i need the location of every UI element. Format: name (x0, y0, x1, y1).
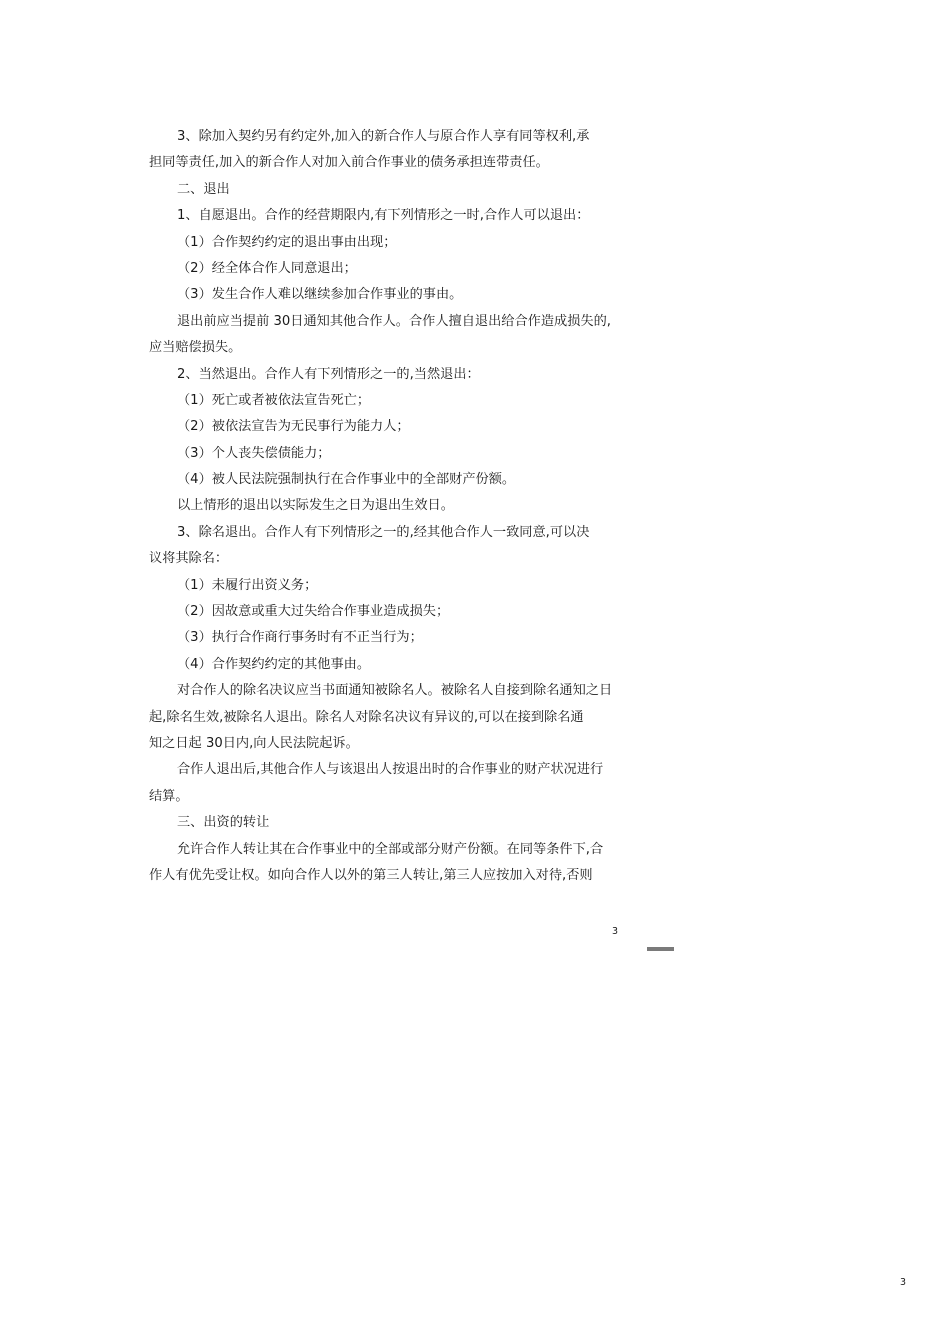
paragraph-line: 作人有优先受让权。如向合作人以外的第三人转让,第三人应按加入对待,否则 (149, 867, 593, 883)
page-number-footer: 3 (900, 1277, 907, 1288)
list-item: （2）被依法宣告为无民事行为能力人； (177, 419, 410, 435)
paragraph-line: 2、当然退出。合作人有下列情形之一的,当然退出： (177, 366, 480, 382)
paragraph-line: 担同等责任,加入的新合作人对加入前合作事业的债务承担连带责任。 (149, 155, 549, 171)
paragraph-line: 结算。 (149, 788, 189, 804)
list-item: （1）死亡或者被依法宣告死亡； (177, 392, 371, 408)
paragraph-line: 允许合作人转让其在合作事业中的全部或部分财产份额。在同等条件下,合 (177, 841, 604, 857)
list-item: （4）合作契约约定的其他事由。 (177, 656, 371, 672)
list-item: （1）合作契约约定的退出事由出现； (177, 234, 397, 250)
paragraph-line: 起,除名生效,被除名人退出。除名人对除名决议有异议的,可以在接到除名通 (149, 709, 584, 725)
list-item: （3）执行合作商行事务时有不正当行为； (177, 630, 423, 646)
paragraph-line: 应当赔偿损失。 (149, 340, 242, 356)
paragraph-line: 议将其除名： (149, 551, 229, 567)
paragraph-line: 1、自愿退出。合作的经营期限内,有下列情形之一时,合作人可以退出： (177, 208, 590, 224)
paragraph-line: 对合作人的除名决议应当书面通知被除名人。被除名人自接到除名通知之日 (177, 683, 613, 699)
section-heading: 二、退出 (177, 181, 230, 197)
paragraph-line: 知之日起 30日内,向人民法院起诉。 (149, 735, 359, 751)
page-number: 3 (612, 926, 619, 937)
paragraph-line: 以上情形的退出以实际发生之日为退出生效日。 (177, 498, 454, 514)
list-item: （4）被人民法院强制执行在合作事业中的全部财产份额。 (177, 472, 516, 488)
section-heading: 三、出资的转让 (177, 815, 270, 831)
page-divider-bar (647, 947, 674, 951)
list-item: （3）发生合作人难以继续参加合作事业的事由。 (177, 287, 463, 303)
paragraph-line: 3、除名退出。合作人有下列情形之一的,经其他合作人一致同意,可以决 (177, 524, 590, 540)
list-item: （3）个人丧失偿债能力； (177, 445, 331, 461)
list-item: （1）未履行出资义务； (177, 577, 318, 593)
paragraph-line: 3、除加入契约另有约定外,加入的新合作人与原合作人享有同等权利,承 (177, 129, 590, 144)
paragraph-line: 退出前应当提前 30日通知其他合作人。合作人擅自退出给合作造成损失的, (177, 313, 611, 329)
list-item: （2）经全体合作人同意退出； (177, 260, 357, 276)
list-item: （2）因故意或重大过失给合作事业造成损失； (177, 604, 450, 620)
paragraph-line: 合作人退出后,其他合作人与该退出人按退出时的合作事业的财产状况进行 (177, 762, 604, 778)
body-text (149, 124, 629, 889)
